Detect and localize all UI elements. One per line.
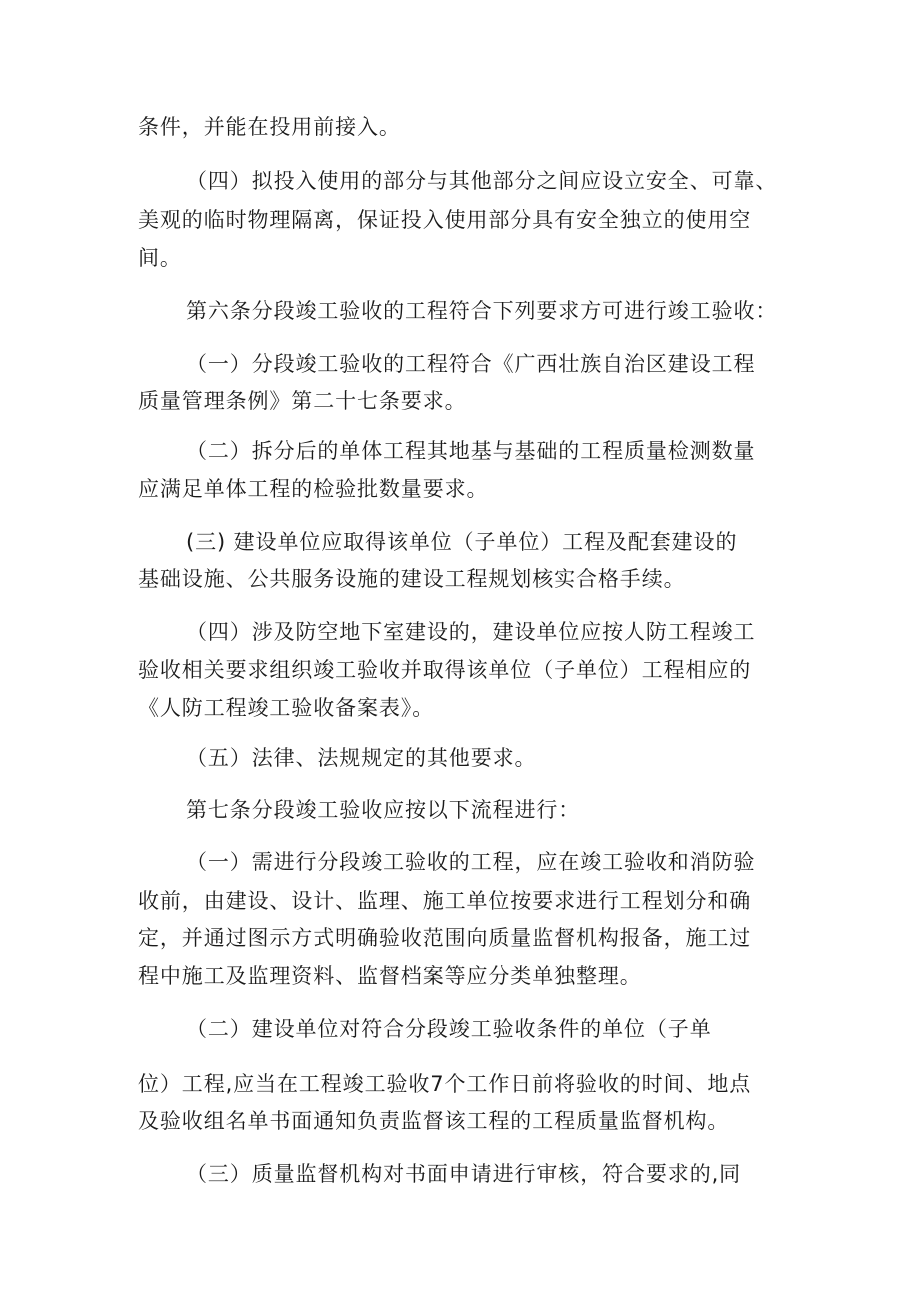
text-line: 条件，并能在投用前接入。 xyxy=(138,115,401,139)
text-line: （四）拟投入使用的部分与其他部分之间应设立安全、可靠、 xyxy=(186,169,778,193)
article-heading: 第六条分段竣工验收的工程符合下列要求方可进行竣工验收： xyxy=(186,299,778,323)
text-line: (三) 建设单位应取得该单位（子单位）工程及配套建设的 xyxy=(186,530,738,554)
text-line: 收前，由建设、设计、监理、施工单位按要求进行工程划分和确 xyxy=(138,889,752,913)
text-line: （一）需进行分段竣工验收的工程，应在竣工验收和消防验 xyxy=(186,850,756,874)
text-line: 定，并通过图示方式明确验收范围向质量监督机构报备，施工过 xyxy=(138,926,752,950)
text-line: （二）拆分后的单体工程其地基与基础的工程质量检测数量 xyxy=(186,439,756,463)
text-line: 间。 xyxy=(138,246,182,270)
text-line: （五）法律、法规规定的其他要求。 xyxy=(186,746,537,770)
text-line: （一）分段竣工验收的工程符合《广西壮族自治区建设工程 xyxy=(186,352,756,376)
text-line: 质量管理条例》第二十七条要求。 xyxy=(138,389,467,413)
text-line: （三）质量监督机构对书面申请进行审核，符合要求的,同 xyxy=(186,1162,742,1186)
text-line: 美观的临时物理隔离，保证投入使用部分具有安全独立的使用空 xyxy=(138,208,752,232)
text-line: 程中施工及监理资料、监督档案等应分类单独整理。 xyxy=(138,964,642,988)
text-line: 应满足单体工程的检验批数量要求。 xyxy=(138,477,489,501)
text-line: （二）建设单位对符合分段竣工验收条件的单位（子单 xyxy=(186,1017,712,1041)
text-line: 位）工程,应当在工程竣工验收7个工作日前将验收的时间、地点 xyxy=(138,1072,752,1096)
article-heading: 第七条分段竣工验收应按以下流程进行： xyxy=(186,798,581,822)
text-line: 及验收组名单书面通知负责监督该工程的工程质量监督机构。 xyxy=(138,1109,730,1133)
text-line: 验收相关要求组织竣工验收并取得该单位（子单位）工程相应的 xyxy=(138,658,752,682)
text-line: 基础设施、公共服务设施的建设工程规划核实合格手续。 xyxy=(138,567,686,591)
text-line: 《人防工程竣工验收备案表》。 xyxy=(138,696,435,720)
text-line: （四）涉及防空地下室建设的，建设单位应按人防工程竣工 xyxy=(186,620,756,644)
